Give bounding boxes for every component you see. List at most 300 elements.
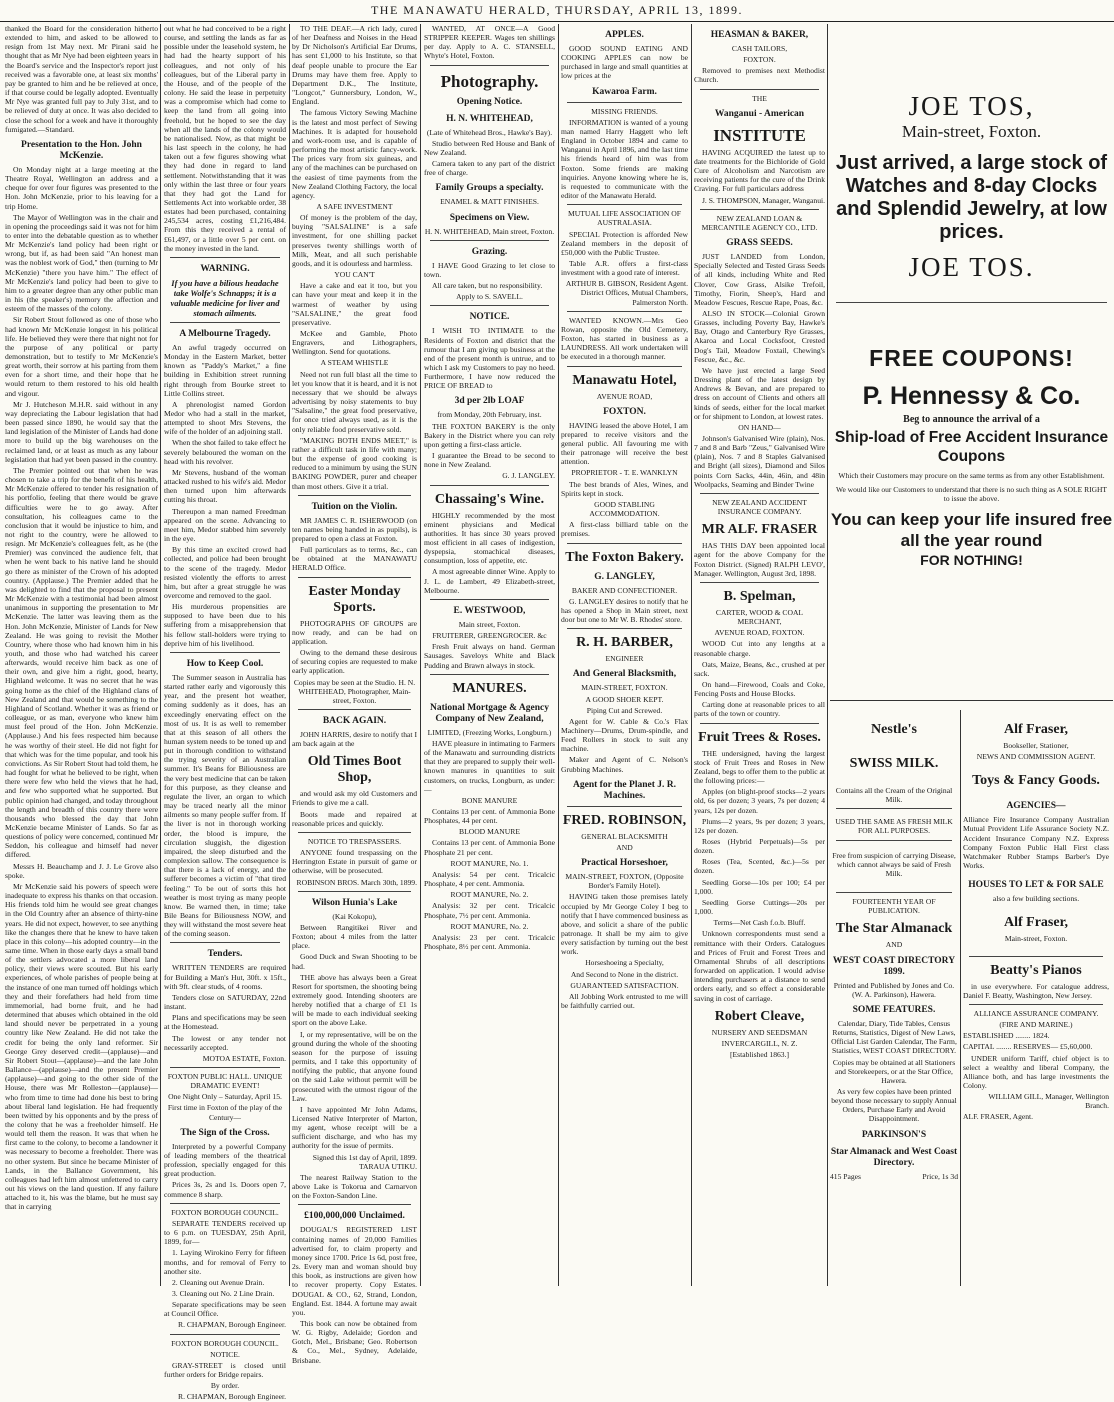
ad-text: 3. Cleaning out No. 2 Line Drain. [172, 1288, 275, 1298]
manure-title: BLOOD MANURE [459, 827, 520, 837]
ad-text: Full particulars as to terms, &c., can be obtained at the MANAWATU HERALD Office. [292, 545, 417, 573]
ad-text: WANTED, AT ONCE—A Good STRIPPER KEEPER. Wages ten shillings per day. Apply to A. C. STANSELL, Whyte's Hotel, Foxton. [424, 24, 555, 61]
star-directory-heading: Star Almanack and West Coast Directory. [830, 1146, 958, 1168]
ad-text: Bookseller, Stationer, [1003, 741, 1069, 750]
column-3 [292, 24, 417, 1365]
toys-heading: Toys & Fancy Goods. [972, 773, 1100, 789]
photographer-name: H. N. WHITEHEAD, [446, 113, 533, 124]
article-text: On Monday night at a large meeting at the Theatre Royal, Wellington an address and a cheque for over four figures was presented to the Hon. John McKenzie, prior to his leaving for a trip Home. [5, 164, 158, 211]
mutual-heading: MUTUAL LIFE ASSOCIATION OF AUSTRALASIA. [568, 209, 681, 228]
column-rule [827, 24, 828, 1286]
agencies-heading: AGENCIES— [1006, 801, 1066, 812]
ad-text: Interpreted by a powerful Company of leading members of the theatrical profession, specially engaged for this great production. [164, 1141, 286, 1179]
ad-text: Unknown correspondents must send a remittance with their Orders. Catalogues and Prices of Fruit and Forest Trees and Ornamental Shrubs of all descriptions forwarded on application. I would advise intending purchasers at a distance to send orders early, and so effect a considerable saving in cost of carriage. [694, 929, 825, 1003]
ad-text: Main street, Foxton. [458, 619, 521, 629]
divider [700, 89, 819, 90]
manure-title: ROOT MANURE, No. 2. [450, 890, 529, 900]
joe-tos-footer: JOE TOS. [908, 252, 1035, 282]
agencies-list: Alliance Fire Insurance Company Australian Mutual Provident Life Assurance Society N.Z. Accident Insurance Company N.Z. Express Company Foxton Public Hall First class Watchmaker Rubber Stamps Barber's Dye Works. [963, 815, 1109, 871]
article-text: Sir Robert Stout followed as one of those who had known Mr McKenzie longest in his political life. He believed they were there that night not for the purpose of any political or party demonstration, but to testify to Mr McKenzie's great worth, their sorrow at his parting from them even for a short time, and their hope that he would return to them restored to his old health and vigour. [5, 315, 158, 398]
ad-text: FOURTEENTH YEAR OF PUBLICATION. [852, 897, 936, 916]
ad-signature: J. S. THOMPSON, Manager, Wanganui. [701, 195, 825, 205]
free-coupons-heading: FREE COUPONS! [869, 345, 1074, 371]
ad-text: First time in Foxton of the play of the Century— [167, 1103, 283, 1122]
manure-title: ROOT MANURE, No. 1. [450, 858, 529, 868]
tragedy-heading: A Melbourne Tragedy. [179, 328, 271, 339]
ad-text: Studio between Red House and Bank of New Zealand. [424, 138, 555, 157]
divider [298, 1204, 411, 1205]
cool-heading: How to Keep Cool. [186, 658, 264, 669]
ad-text: "MAKING BOTH ENDS MEET," is rather a difficult task in life with many; but the expense of good cooking is reduced to a minimum by using the SUN BAKING POWDER, purer and cheaper than most others. Give it a trial. [292, 435, 417, 491]
ad-text: HAVING ACQUIRED the latest up to date treatments for the Bichloride of Gold Cure of Alcoholism and Narcotism are receiving patients for the cure of the Drink Craving. For full particulars address [694, 147, 825, 194]
ad-subheading: Wanganui - American [714, 108, 805, 119]
ad-text: Carting done at reasonable prices to all parts of the town or country. [694, 700, 825, 719]
ad-text: Tenders close on SATURDAY, 22nd instant. [164, 992, 286, 1012]
article-text: When the shot failed to take effect he severely belaboured the woman on the head with his revolver. [164, 438, 286, 466]
article-text: Mr J. Hutcheson M.H.R. said without in any way depreciating the Labour legislation that had been passed since 1890, he would say that the land legislation of the Minister of Lands had done more to build up the big warehouses on the reclaimed land, or at least as much as any labour legislation that had yet been passed in the country. [5, 399, 158, 464]
ad-text: Copies may be seen at the Studio. H. N. WHITEHEAD, Photographer, Main-street, Foxton. [293, 677, 416, 705]
ad-text: One Night Only – Saturday, April 15. [168, 1092, 282, 1102]
ad-signature: WILLIAM GILL, Manager, Wellington Branch. [988, 1092, 1109, 1111]
ad-text: from Monday, 20th February, inst. [437, 410, 542, 420]
divider [298, 891, 411, 892]
divider [969, 956, 1103, 957]
ad-text: DOUGAL'S REGISTERED LIST containing names of 20,000 Families advertised for, to claim property and money since 1700. Price 1s 6d, post free, 2s. Every man and woman should buy this book, as instructions are given how to recover property. Copy Estates. DOUGAL & CO., 62, Strand, London, England. Est. 1844. A fortune may await you. [292, 1225, 417, 1317]
ad-text: McKee and Gamble, Photo Engravers, and Lithographers, Wellington. Send for quotations. [292, 329, 417, 357]
ad-text: The famous Victory Sewing Machine is the latest and most perfect of Sewing Machines. It is adapted for household and work-room use, and is capable of performing the most artistic fancy-work. The prices vary from six guineas, and any of the machines can be purchased on the easiest of time payments from the New Zealand Clothing Factory, the local agency. [292, 108, 417, 200]
hotel-heading: Manawatu Hotel, [572, 372, 677, 388]
article-text: An awful tragedy occurred on Monday in the Eastern Market, better known as "Paddy's Market," a fine building in Exhibition street running right through from Bourke street to Little Collins street. [164, 342, 286, 398]
ad-text: This book can now be obtained from W. G. Rigby, Adelaide; Gordon and Gotch, Mel., Brisbane; Geo. Robertson & Co., Mel., Sydney, Adelaide, Brisbane. [292, 1318, 417, 1365]
divider [836, 840, 952, 841]
article-text: Thereupon a man named Freedman appeared on the scene. Advancing to meet him, Medor stabbed him severely in the eye. [164, 506, 286, 544]
ad-text: Analysis: 23 per cent. Tricalcic Phosphate, 8½ per cent. Ammonia. [424, 932, 555, 951]
divider [567, 366, 682, 367]
ad-text: Table A.R. offers a first-class investment with a good rate of interest. [561, 258, 688, 278]
ad-text: JUST LANDED from London, Specially Selected and Tested Grass Seeds of all kinds, including White and Red Clover, Cow Grass, Alsike Trefoil, Timothy, Fiorin, Sheep's, Hard and Meadow Fescues, Rescue Rape, Poas, &c. [694, 252, 825, 307]
ad-signature: ROBINSON BROS. March 30th, 1899. [296, 877, 417, 887]
joe-tos-address: Main-street, Foxton. [901, 122, 1042, 141]
ad-text: TO THE DEAF.—A rich lady, cured of her Deafness and Noises in the Head by Dr Nicholson's Artificial Ear Drums, has sent £1,000 to his Institute, so that deaf people unable to procure the Ear Drums may have them free. Apply to Department D.K., The Institute, "Longcot," Gunnersbury, London, W., England. [292, 24, 417, 107]
life-insured-text: You can keep your life insured free all the year round [830, 510, 1113, 551]
ad-text: 1. Laying Wirokino Ferry for fifteen months, and for removal of Ferry to another site. [164, 1248, 286, 1276]
tenders-heading: Tenders. [207, 949, 243, 960]
divider [700, 723, 819, 724]
ad-text: WOOD Cut into any lengths at a reasonable charge. [694, 639, 825, 658]
ad-subheading: FOXTON. [603, 406, 646, 417]
trespass-heading: NOTICE TO TRESPASSERS. [307, 836, 402, 846]
ad-text: HAVE pleasure in intimating to Farmers of the Manawatu and surrounding districts that they are prepared to supply their well-known manures in quantities to suit customers, on trucks, Longburn, as under:— [424, 738, 555, 794]
column-rule [960, 710, 961, 1286]
ad-text: Analysis: 54 per cent. Tricalcic Phosphate, 4 per cent. Ammonia. [424, 869, 555, 889]
ad-text: NURSERY AND SEEDSMAN [711, 1027, 808, 1037]
article-text: Mr McKenzie said his powers of speech were inadequate to express his thanks on that occasion. His friends told him he would see great changes in the Old Country after an absence of thirty-nine years. He did not expect, however, to see anything like the changes there that he knew to have taken place in this colony—his adopted country—in the same time. When in those early days a small band of the settlers advocated a more liberal land policy, their views were scouted. But his early experiences, of whole parishes of people being at the instance of one man turned off holdings which they and their forefathers had held from time immemorial, had borne fruit, and he had determined that abuses which obtained in the old land should never be perpetrated in a young country like New Zealand. He did not take the credit for being the only land reformer. Sir George Grey deserved credit—(applause)—and Sir Robert Stout—(applause)—and the late John Ballance—(applause)—and the present Premier (applause)—and going to the other side of the House, there was Mr Rolleston—(applause)—who from time to time had done his best to bring about liberal land legislation. He had frequently been twitted by his opponents and by the press of the colony that he was a freeholder himself. He would tell them the reason. It was that when he first came to the colony, to become a landowner it was necessary to become a freeholder. There was no other system. But since he became Minister of Lands, in the Ballance Government, his colleagues had left him almost unfettered to carry out his views on the land question. If any failure attached to it, his was the blame, but he must say that in carrying [5, 881, 158, 1212]
easter-heading: Easter Monday Sports. [308, 583, 401, 615]
article-heading: Presentation to the Hon. John McKenzie. [21, 139, 142, 161]
alf-fraser-heading: Alf Fraser, [1003, 722, 1069, 737]
grass-heading: GRASS SEEDS. [726, 238, 793, 249]
divider [298, 577, 411, 578]
manure-title: ROOT MANURE, No. 2. [450, 921, 529, 931]
divider [430, 240, 549, 241]
wine-heading: Chassaing's Wine. [434, 491, 545, 507]
features-heading: SOME FEATURES. [852, 1004, 936, 1015]
divider [170, 322, 280, 323]
notice-label: NOTICE. [210, 1349, 240, 1359]
ad-text: ENAMEL & MATT FINISHES. [440, 197, 539, 207]
article-text: By this time an excited crowd had collected, and police had been brought to the scene of the tragedy. Medor resisted violently the efforts to arrest him, but after a great struggle he was overcome and removed to the gaol. [164, 545, 286, 600]
spelman-heading: B. Spelman, [723, 588, 796, 604]
apples-heading: APPLES. [605, 30, 644, 40]
ad-signature: Signed this 1st day of April, 1899. TARAUA UTIKU. [312, 1152, 417, 1171]
ad-text: and would ask my old Customers and Friends to give me a call. [292, 789, 417, 808]
column-6 [694, 24, 825, 1286]
ad-text: Maker and Agent of C. Nelson's Grubbing Machines. [561, 755, 688, 774]
article-text: out what he had conceived to be a right course, and settling the lands as far as possible under the leasehold system, he had had the hearty support of his colleagues, and not only of his colleagues, but of the Liberal party in the House, and of the people of the colony. He said the lease in perpetuity was a compromise which had come to keep the land from all going into freehold, but he hoped to see the day when all the lands of the colony would be nationalised. Now, as that might be his last speech in the colony, he had taken out a few figures showing what they had done in regard to land settlement. Notwithstanding that it was only within the last three or four years that they had got the Land for Settlements Act into workable order, 38 estates had been purchased, containing 245,534 acres, costing £1,216,484. From this they received a rental of £61,497, or a little over 5 per cent. on the money invested in the land. [164, 24, 286, 253]
ad-text: HAS THIS DAY been appointed local agent for the above Company for the Foxton District. (Signed) RALPH LEVO', Manager. Wellington, August 3rd, 1898. [694, 541, 825, 578]
ad-text: I guarantee the Bread to be second to none in New Zealand. [424, 451, 555, 470]
ad-text: GOOD STABLING ACCOMMODATION. [589, 499, 660, 519]
ad-text: Main-street, Foxton. [1004, 934, 1068, 944]
divider [836, 302, 1107, 303]
ad-text: (FIRE AND MARINE.) [999, 1020, 1073, 1030]
divider [700, 582, 819, 583]
ad-text: AND [616, 842, 633, 852]
ad-text: INVERCARGILL, N. Z. [721, 1038, 798, 1048]
ad-text: I HAVE Good Grazing to let close to town. [424, 260, 555, 279]
westwood-name: E. WESTWOOD, [453, 605, 526, 616]
robinson-heading: FRED. ROBINSON, [562, 812, 687, 828]
ad-text: PROPRIETOR - T. E. WANKLYN [571, 468, 678, 478]
divider [830, 700, 1113, 701]
ad-heading: A SAFE INVESTMENT [316, 201, 393, 211]
company-heading: National Mortgage & Agency Company of New Zealand, [430, 702, 549, 724]
ad-text: INFORMATION is wanted of a young man named Harry Haggett who left England in October 1894 and came to Wanganui in April 1896, and the last time his friends heard of him was from Foxton. Some friends are making inquiries. Anyone knowing where he is, is requested to communicate with the editor of the Manawatu Herald. [561, 117, 688, 201]
council-heading: FOXTON BOROUGH COUNCIL. [171, 1338, 279, 1348]
ad-text: Contains 13 per cent. of Ammonia Bone Phosphates, 44 per cent. [424, 806, 555, 826]
company-heading: NEW ZEALAND ACCIDENT INSURANCE COMPANY. [712, 497, 807, 517]
ad-text: Printed and Published by Jones and Co. (W. A. Parkinson), Hawera. [833, 980, 955, 999]
ad-text: AVENUE ROAD, [596, 391, 653, 401]
nestle-heading: Nestle's [871, 722, 917, 737]
farm-name: Kawaroa Farm. [592, 86, 657, 97]
ad-signature: ALF. FRASER, Agent. [963, 1112, 1034, 1122]
joe-tos-text: Just arrived, a large stock of Watches and 8-day Clocks and Splendid Jewelry, at low prices. [835, 152, 1108, 243]
divider [170, 1203, 280, 1204]
price-item: Apples (on blight-proof stocks—2 years old, 6s per dozen; 3 years, 7s per dozen; 4 years, 12s per dozen. [694, 787, 825, 815]
ad-text: GRAY-STREET is closed until further orders for Bridge repairs. [164, 1360, 286, 1380]
ad-subheading: Opening Notice. [456, 96, 523, 107]
divider [836, 808, 952, 809]
ad-subheading: Practical Horseshoer, [581, 858, 668, 869]
ad-text: THE undersigned, having the largest stock of Fruit Trees and Roses in New Zealand, begs to offer them to the public at the following prices:— [694, 748, 825, 786]
article-text: thanked the Board for the consideration hitherto extended to him, and asked to be allowed to resign from 1st May next. Mr Pirani said he thought that as Mr Nye had been eighteen years in the Board's service and the Inspector's report just received was a favorable one, at least six months' pay be granted to him and he be relieved at once, if that course could be legally adopted. Eventually Mr Nye was granted full pay to July 31st, and to be relieved of duty at once. It was also decided to close the school for a week and have it thoroughly fumigated.—Standard. [5, 24, 158, 134]
alf-fraser-heading: Alf Fraser, [1003, 915, 1069, 931]
ad-signature: ARTHUR B. GIBSON, Resident Agent. District Offices, Mutual Chambers, Palmerston North. [565, 279, 688, 307]
ad-text: Prices 3s, 2s and 1s. Doors open 7, commence 8 sharp. [164, 1180, 286, 1199]
ad-text: CAPITAL ........ RESERVES— £5,60,000. [963, 1042, 1093, 1052]
joe-tos-heading: JOE TOS, [908, 91, 1035, 121]
ad-signature: R. CHAPMAN, Borough Engineer. [178, 1392, 286, 1402]
ad-text: A first-class billiard table on the premises. [561, 520, 688, 539]
ad-text: THE FOXTON BAKERY is the only Bakery in the District where you can rely upon getting a first-class article. [424, 421, 555, 449]
ad-text: I, or my representative, will be on the ground during the whole of the shooting season for the purpose of issuing permits, and I take this opportunity of notifying the public, that anyone found on the said Lake without permit will be prosecuted with the utmost rigour of the Law. [292, 1029, 417, 1103]
ad-text: MAIN-STREET, FOXTON, (Opposite Border's Family Hotel). [565, 872, 684, 891]
ad-text: Agent for W. Cable & Co.'s Flax Machinery—Drums, Drum-spindle, and Feed Rollers in stock to suit any machine. [561, 716, 688, 754]
ad-text: Boots made and repaired at reasonable prices and quickly. [292, 809, 417, 828]
divider [298, 495, 411, 496]
ad-signature: MOTOA ESTATE, Foxton. [202, 1053, 286, 1063]
ad-text: Removed to premises next Methodist Church. [694, 66, 825, 85]
ad-text: Piping Cut and Screwed. [586, 705, 663, 715]
bakery-heading: The Foxton Bakery. [565, 549, 684, 565]
ad-text: A most agreeable dinner Wine. Apply to J. L. de Lambert, 49 Elizabeth-street, Melbourne. [424, 567, 555, 595]
column-rule [160, 24, 161, 1286]
divider [298, 832, 411, 833]
divider [567, 204, 682, 205]
ad-text: THE [752, 93, 767, 103]
ad-text: AND [885, 940, 903, 950]
back-heading: BACK AGAIN. [322, 716, 387, 726]
price-item: Roses (Hybrid Perpetuals)—5s per dozen. [694, 837, 825, 856]
ad-signature: Apply to S. SAVELL. [456, 292, 523, 302]
ad-text: GUARANTEED SATISFACTION. [570, 980, 679, 990]
article-text: The Mayor of Wellington was in the chair and in opening the proceedings said it was not for him to enter into the debatable question as to whether Mr McKenzie's land policy had been right or wrong, but if, as had been said "An honest man was the noblest work of God," then (turning to Mr McKenzie) "there you have him." The effect of Mr McKenzie's land policy had been to give to him to a greater degree than any other public man in his (the speaker's) memory the affection and esteem of the masses of the colony. [5, 212, 158, 314]
article-text: A phrenologist named Gordon Medor who had a stall in the market, attempted to shoot Mrs Stevens, the wife of the holder of an adjoining stall. [164, 399, 286, 437]
institute-heading: INSTITUTE [713, 125, 806, 145]
divider [567, 806, 682, 807]
ad-signature: G. J. LANGLEY. [502, 471, 555, 481]
ad-text: ANYONE found trespassing on the Herrington Estate in pursuit of game or otherwise, will be prosecuted. [292, 848, 417, 876]
ad-text: (Late of Whitehead Bros., Hawke's Bay). [426, 127, 553, 137]
column-1 [5, 24, 158, 1286]
ad-text: MR JAMES C. R. ISHERWOOD (on ten names being handed in as pupils), is prepared to open a class at Foxton. [292, 515, 417, 543]
column-5 [561, 24, 688, 1286]
ad-text: And Second to None in the district. [570, 969, 679, 979]
ad-text: Horseshoeing a Specialty, [585, 958, 664, 968]
hall-heading: FOXTON PUBLIC HALL. UNIQUE DRAMATIC EVENT! [167, 1072, 283, 1091]
cleave-heading: Robert Cleave, [714, 1008, 805, 1024]
ad-text: HAVING leased the above Hotel, I am prepared to receive visitors and the general public. All favouring me with their patronage will receive the best attention. [561, 420, 688, 467]
grazing-heading: Grazing. [471, 246, 508, 257]
article-text: His murderous propensities are supposed to have been due to his suffering from a misapprehension that his fellow stall-holders were trying to deprive him of his livelihood. [164, 602, 286, 648]
notice-heading: NOTICE. [469, 312, 510, 323]
ad-text: I have appointed Mr John Adams, Licensed Native Interpreter of Marton, my agent, whose receipt will be a sufficient discharge, and who has my authority for the issue of permits. [292, 1104, 417, 1151]
column-7-right [963, 710, 1109, 1286]
ad-text: CASH TAILORS, [731, 44, 788, 53]
ad-heading: YOU CAN'T [334, 270, 375, 280]
divider [430, 599, 549, 600]
ad-text: WANTED KNOWN.—Mrs Geo Rowan, opposite the Old Cemetery, Foxton, has started in business as a LAUNDRESS. All work undertaken will be executed in a thorough manner. [561, 315, 688, 362]
ad-subheading: Specimens on View. [449, 212, 530, 223]
divider [170, 652, 280, 653]
ad-text: Contains all the Cream of the Original Milk. [835, 786, 953, 805]
ad-text: ESTABLISHED ........ 1824. [963, 1031, 1050, 1041]
ad-text: Between Rangitikei River and Foxton; about 4 miles from the latter place. [292, 922, 417, 951]
ad-text: SPECIAL Protection is afforded New Zealand members in the deposit of £50,000 with the Public Trustee. [561, 229, 688, 257]
ad-text: HAVING taken those premises lately occupied by Mr George Coley I beg to notify that I have commenced business as above, and solicit a share of the public patronage. It shall be my aim to give every satisfaction by turning out the best work. [561, 892, 688, 957]
column-rule [420, 24, 421, 1286]
warning-heading: WARNING. [200, 263, 250, 274]
ad-text: GENERAL BLACKSMITH [581, 831, 668, 841]
divider [700, 493, 819, 494]
ad-text: FRUITERER, GREENGROCER. &c [432, 631, 547, 641]
manures-heading: MANURES. [452, 680, 527, 696]
ad-text: (Kai Kokopu), [332, 911, 377, 921]
almanack-heading: The Star Almanack [835, 921, 953, 937]
ad-text: By order. [210, 1381, 240, 1391]
divider [836, 892, 952, 893]
divider [430, 674, 549, 675]
ad-text: Of money is the problem of the day, buying "SALSALINE" is a safe investment, for one shilling packet preserves twenty shillings worth of Milk, Meat, and all such perishable goods, and it is odourless and harmless. [292, 213, 417, 268]
ad-text: The best brands of Ales, Wines, and Spirits kept in stock. [561, 479, 688, 498]
company-heading: NEW ZEALAND LOAN & MERCANTILE AGENCY CO., LTD. [701, 213, 818, 232]
divider [700, 209, 819, 210]
ad-text: A GOOD SHOER KEPT. [585, 694, 664, 704]
ad-subheading: Family Groups a specialty. [435, 183, 544, 194]
ad-text: The lowest or any tender not necessarily accepted. [164, 1033, 286, 1052]
violin-heading: Tuition on the Violin. [311, 501, 398, 512]
article-text: Messrs H. Beauchamp and J. J. Le Grove also spoke. [5, 861, 158, 880]
divider [298, 709, 411, 710]
ad-text: Have a cake and eat it too, but you can have your meat and keep it in the warmest of weather by using "SALSALINE," the great food preservative. [292, 281, 417, 327]
alliance-heading: ALLIANCE ASSURANCE COMPANY. [973, 1008, 1099, 1018]
ad-text: Copies may be obtained at all Stationers and Storekeepers, or at the Star Office, Hawera. [832, 1057, 956, 1085]
divider [170, 1067, 280, 1068]
heasman-heading: HEASMAN & BAKER, [710, 30, 809, 40]
ad-text: Camera taken to any part of the district free of charge. [424, 159, 555, 178]
ad-text: As very few copies have been printed beyond those necessary to supply Annual Orders, Purchase Early and Avoid Disappointment. [831, 1086, 957, 1124]
photography-heading: Photography. [440, 71, 539, 91]
ad-text: G. LANGLEY desires to notify that he has opened a Shop in Main street, next door but one to Mr W. B. Rhodes' store. [561, 596, 688, 625]
article-text: The Premier pointed out that when he was chosen to take a trip for the benefit of his health, Mr McKenzie offered to tender his resignation of his portfolio, feeling that there would be grave difficulties were he to go away. After consultation, his colleagues came to the conclusion that it would be injustice to him, and not right to the country, were he allowed to resign. Mr McKenzie's colleagues felt, as he (the Premier) was convinced the audience felt, that when he went back to his native land he should go there as minister of the Crown of his adopted country. (Applause.) The Premier added that he was delighted to find that the proposal to present Mr McKenzie with a testimonial had been almost unanimous in supporting the presentation to Mr McKenzie. The latter was leaving them as the Hon. John McKenzie, Minister of Lands for New Zealand. He was going to revisit the Mother Country, where those who had known him in his youth, and those who had watched his career afterwards, would receive him back as one of their own, and give him a right, good, hearty, Highland welcome. It was no secret that he was going home as the chief of the Highland clans of New Zealand and that would be something to the Highland of Scotland. Whether it was as friend or colleague, or as man, everyone who knew him must feel proud of the Hon. John McKenzie. (Applause.) And his fees respected him because he was worthy of their steel. He did not fight for that which was for the time popular, and took his convictions. As Sir Robert Stout had told them, he had fought for what he believed to be right, when there were few who held the views that he had, and few who supported what he supported. But public opinion had changed, and today throughout the length and breadth of this country there were thousands who blessed the day that John McKenzie became Minister of Lands. So far as questions of policy were concerned, continued Mr Seddon, his colleague and himself had never differed. [5, 465, 158, 860]
warning-text: If you have a bilious headache take Wolfe's Schnapps; it is a valuable medicine for liver and stomach ailments. [170, 277, 280, 318]
ad-text: in use everywhere. For catalogue address, Daniel F. Beatty, Washington, New Jersey. [963, 981, 1109, 1000]
price-item: Seedling Gorse—10s per 100; £4 per 1,000. [694, 877, 825, 896]
ad-text: Oats, Maize, Beans, &c., crushed at per sack. [694, 659, 825, 678]
swiss-milk-heading: SWISS MILK. [849, 756, 939, 771]
column-7 [830, 24, 1113, 704]
play-title: The Sign of the Cross. [180, 1127, 270, 1138]
baker-name: G. LANGLEY, [594, 571, 655, 582]
ad-text: We would like our Customers to understand that there is no such thing as A SOLE RIGHT to issue the above. [835, 485, 1108, 504]
column-4 [424, 24, 555, 1286]
hennessy-heading: P. Hennessy & Co. [862, 382, 1081, 410]
loaf-price: 3d per 2lb LOAF [454, 396, 525, 407]
ad-text: ALSO IN STOCK—Colonial Grown Grasses, including Poverty Bay, Hawke's Bay, Otago and Canterbury Rye Grasses, Akaroa and Local Cocksfoot, Crested Dog's Tail, Meadow Foxtail, Chewing's Fescue, &c., &c. [694, 308, 825, 364]
divider [567, 628, 682, 629]
ad-text: Fresh Fruit always on hand. German Sausages. Saveloys White and Black Pudding and Brawn always in stock. [424, 642, 555, 670]
ad-text: NEWS AND COMMISSION AGENT. [976, 752, 1096, 762]
column-2 [164, 24, 286, 1402]
ad-text: Johnson's Galvanised Wire (plain), Nos. 7 and 8 and Barb "Zeus," Galvanised Wire (plain), Nos. 7 and 8 Staples Galvanised and Bright (all sizes), Diamond and Silos points Corn Sacks, 44in, 46in, and 48in Woolpacks, Seaming and Binder Twine [694, 434, 825, 489]
ad-text: Contains 13 per cent. of Ammonia Bone Phosphate 21 per cent. [424, 838, 555, 857]
price-item: Plums—2 years, 9s per dozen; 3 years, 12s per dozen. [694, 816, 825, 835]
ad-signature: R. CHAPMAN, Borough Engineer. [178, 1320, 286, 1330]
ad-text: Owing to the demand these desirous of securing copies are requested to make early application. [292, 648, 417, 676]
ad-text: Calendar, Diary, Tide Tables, Census Returns, Statistics, Digest of New Laws, Official List Garden Calendar, The Farm, Statistics, WEST COAST DIRECTORY. [831, 1018, 957, 1056]
ad-text: On hand—Firewood, Coals and Coke, Fencing Posts and House Blocks. [694, 679, 825, 699]
ad-text: I WISH TO INTIMATE to the Residents of Foxton and district that the rumour that I am giving up business at the end of the present month is untrue, and to which I ask my Customers to pay no heed. Furthermore, I have now reduced the PRICE OF BREAD to [424, 326, 555, 391]
divider [170, 257, 280, 258]
price-item: Seedling Gorse Cuttings—20s per 1,000. [694, 897, 825, 917]
unclaimed-heading: £100,000,000 Unclaimed. [304, 1211, 405, 1222]
column-7-left [830, 710, 958, 1286]
barber-heading: R. H. BARBER, [576, 635, 673, 651]
parkinson-heading: PARKINSON'S [861, 1129, 927, 1140]
ship-heading: Ship-load of Free Accident Insurance Coupons [834, 429, 1109, 466]
ad-text: UNDER uniform Tariff, chief object is to select a wealthy and liberal Company, the Alliance both, and has large investments the Colony. [963, 1053, 1109, 1090]
ad-text: THE above has always been a Great Resort for sportsmen, the shooting being extremely good. Intending shooters are hereby notified that a charge of £1 1s will be made to each individual seeking sport on the above Lake. [292, 972, 417, 1028]
ad-text: CARTER, WOOD & COAL MERCHANT, [715, 607, 804, 627]
divider [430, 485, 549, 486]
beatty-heading: Beatty's Pianos [990, 962, 1082, 978]
masthead: THE MANAWATU HERALD, THURSDAY, APRIL 13, 1899. [0, 3, 1114, 22]
ad-signature: H. N. WHITEHEAD, Main street, Foxton. [424, 226, 555, 236]
agent-name: MR ALF. FRASER [701, 522, 818, 538]
ad-text: BAKER AND CONFECTIONER. [571, 585, 678, 595]
ad-text: ON HAND— [738, 422, 781, 432]
for-nothing-text: FOR NOTHING! [920, 552, 1023, 569]
column-rule [289, 24, 290, 1286]
ad-text: Analysis: 32 per cent. Tricalcic Phosphate, 7½ per cent. Ammonia. [424, 901, 555, 920]
houses-heading: HOUSES TO LET & FOR SALE [968, 880, 1104, 891]
divider [969, 1004, 1103, 1005]
ad-text: Free from suspicion of carrying Disease, which cannot always be said of Fresh Milk. [832, 850, 956, 878]
ad-text: All Jobbing Work entrusted to me will be faithfully carried out. [561, 991, 688, 1011]
column-rule [558, 24, 559, 1286]
divider [430, 305, 549, 306]
fruit-heading: Fruit Trees & Roses. [698, 729, 821, 745]
price-item: Roses (Tea, Scented, &c.)—5s per dozen. [694, 857, 825, 876]
divider [567, 311, 682, 312]
price: Price, 1s 3d [922, 1171, 958, 1181]
pages-count: 415 Pages [830, 1171, 862, 1181]
lake-heading: Wilson Hunia's Lake [311, 897, 398, 908]
ad-text: Which their Customers may procure on the same terms as from any other Establishment. [838, 471, 1105, 481]
ad-text: Plans and specifications may be seen at the Homestead. [164, 1013, 286, 1032]
council-heading: FOXTON BOROUGH COUNCIL. [171, 1207, 279, 1217]
article-text: Mr Stevens, husband of the woman attacked rushed to his wife's aid. Medor then turned upon him afterwards cutting his throat. [164, 467, 286, 505]
ad-text: PHOTOGRAPHS OF GROUPS are now ready, and can be had on application. [292, 618, 417, 646]
ad-text: Need not run full blast all the time to let you know that it is heard, and it is not necessary that we should be always advertising by noisy statements to buy "Salsaline," the great food preservative, for once tried always used, as it is the only reliable food preservative sold. [292, 369, 417, 434]
price-line [830, 1172, 958, 1181]
ad-text: Terms—Net Cash f.o.b. Bluff. [713, 918, 806, 928]
ad-text: WRITTEN TENDERS are required for Building a Man's Hut, 30ft. x 15ft., with 9ft. clear studs, of 4 rooms. [164, 963, 286, 991]
ad-text: 2. Cleaning out Avenue Drain. [172, 1277, 265, 1287]
ad-text: JOHN HARRIS, desire to notify that I am back again at the [292, 730, 417, 749]
divider [567, 543, 682, 544]
ad-text: MAIN-STREET, FOXTON. [581, 683, 668, 693]
ad-text: Beg to announce the arrival of a [903, 414, 1040, 425]
ad-text: Separate specifications may be seen at Council Office. [164, 1300, 286, 1319]
ad-subheading: And General Blacksmith, [572, 669, 677, 680]
ad-text: ENGINEER [605, 654, 644, 664]
ad-text: GOOD SOUND EATING AND COOKING APPLES can now be purchased in large and small quantities at low prices at the [561, 44, 688, 81]
divider [170, 1334, 280, 1335]
ad-text: AVENUE ROAD, FOXTON. [714, 628, 805, 638]
ad-text: LIMITED, (Freezing Works, Longburn.) [427, 727, 552, 737]
missing-heading: MISSING FRIENDS. [591, 106, 658, 116]
ad-text: The nearest Railway Station to the above Lake is Tokorua and Carnarvon on the Foxton-Sandon Line. [292, 1172, 417, 1201]
ad-text: We have just erected a large Seed Dressing plant of the latest design by Andrews & Bevan, and are prepared to dress on account of Clients and others all kinds of seeds, either for the local market or for shipment to London, at lowest rates. [694, 365, 825, 421]
ad-heading: A STEAM WHISTLE [320, 358, 389, 368]
ad-text: All care taken, but no responsibility. [432, 281, 543, 291]
divider [567, 102, 682, 103]
column-rule [691, 24, 692, 1286]
ad-text: Good Duck and Swan Shooting to be had. [292, 952, 417, 971]
directory-heading: WEST COAST DIRECTORY 1899. [832, 955, 956, 977]
